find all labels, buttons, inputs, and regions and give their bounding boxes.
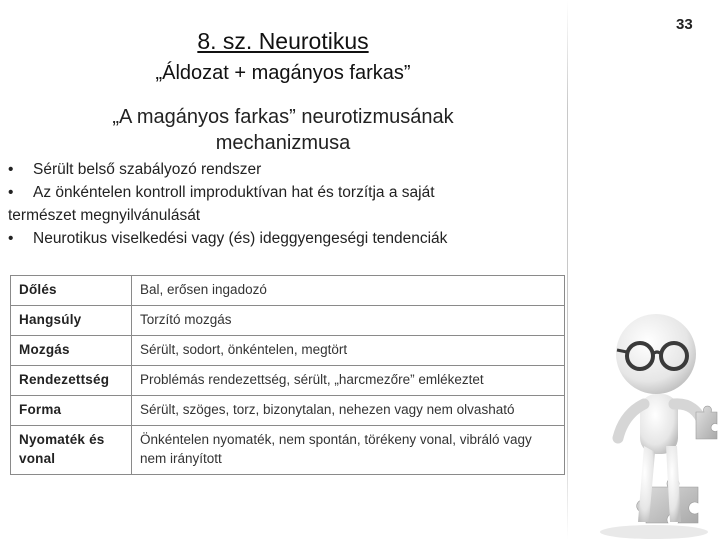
page-subtitle: „Áldozat + magányos farkas” bbox=[155, 62, 411, 84]
row-value: Sérült, szöges, torz, bizonytalan, nehezen vagy nem olvasható bbox=[132, 396, 565, 426]
section-heading-line-1: „A magányos farkas” neurotizmusának bbox=[112, 106, 454, 128]
table-row bbox=[11, 276, 565, 306]
bullet-continuation: természet megnyilvánulását bbox=[8, 207, 201, 224]
row-key: Mozgás bbox=[11, 336, 132, 366]
row-key: Hangsúly bbox=[11, 306, 132, 336]
bullet-text: Az önkéntelen kontroll improduktívan hat és torzítja a saját bbox=[33, 184, 435, 201]
table-row bbox=[11, 366, 565, 396]
bullet-item bbox=[8, 158, 548, 181]
table-row bbox=[11, 306, 565, 336]
row-value: Torzító mozgás bbox=[132, 306, 565, 336]
bullet-item bbox=[8, 227, 548, 250]
table-row bbox=[11, 336, 565, 366]
slide-number: 33 bbox=[676, 16, 693, 33]
bullet-dot-icon: • bbox=[8, 230, 14, 247]
row-key: Forma bbox=[11, 396, 132, 426]
figure-with-puzzle-illustration bbox=[588, 296, 718, 540]
bullet-text: Sérült belső szabályozó rendszer bbox=[33, 161, 262, 178]
trait-table bbox=[10, 275, 565, 475]
page-title: 8. sz. Neurotikus bbox=[197, 28, 369, 54]
bullet-dot-icon: • bbox=[8, 184, 14, 201]
row-key: Dőlés bbox=[11, 276, 132, 306]
table-row bbox=[11, 396, 565, 426]
table-row bbox=[11, 426, 565, 475]
section-heading-line-2: mechanizmusa bbox=[215, 132, 351, 154]
row-value: Sérült, sodort, önkéntelen, megtört bbox=[132, 336, 565, 366]
row-key: Nyomaték és vonal bbox=[11, 426, 132, 475]
row-value: Problémás rendezettség, sérült, „harcmezőre” emlékeztet bbox=[132, 366, 565, 396]
bullet-dot-icon: • bbox=[8, 161, 14, 178]
row-key: Rendezettség bbox=[11, 366, 132, 396]
row-value: Önkéntelen nyomaték, nem spontán, törékeny vonal, vibráló vagy nem irányított bbox=[132, 426, 565, 475]
bullet-text: Neurotikus viselkedési vagy (és) ideggyengeségi tendenciák bbox=[33, 230, 448, 247]
vertical-divider bbox=[567, 0, 568, 540]
bullet-item bbox=[8, 181, 548, 204]
row-value: Bal, erősen ingadozó bbox=[132, 276, 565, 306]
bullet-list bbox=[8, 158, 548, 250]
section-heading bbox=[30, 104, 536, 156]
